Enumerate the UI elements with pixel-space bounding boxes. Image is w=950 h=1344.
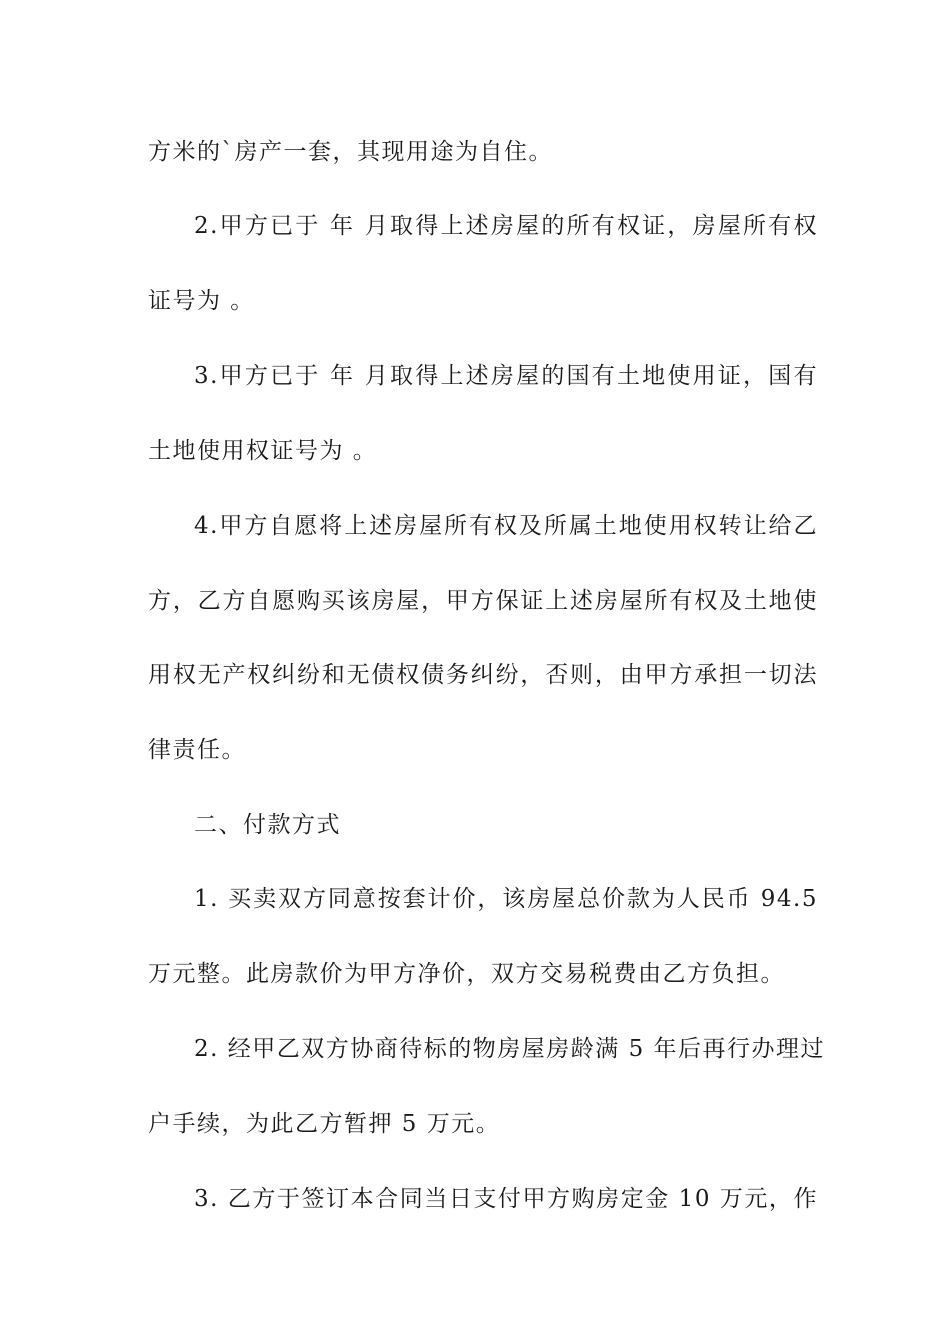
text-line: 户手续，为此乙方暂押 5 万元。 (148, 1111, 501, 1137)
text-line: 2. 经甲乙双方协商待标的物房屋房龄满 5 年后再行办理过 (194, 1036, 826, 1062)
text-line: 用权无产权纠纷和无债权债务纠纷，否则，由甲方承担一切法 (148, 662, 818, 688)
text-line: 律责任。 (148, 737, 246, 763)
text-line: 2.甲方已于 年 月取得上述房屋的所有权证，房屋所有权 (194, 213, 818, 239)
text-line: 方米的`房产一套，其现用途为自住。 (148, 139, 553, 165)
text-line: 万元整。此房款价为甲方净价，双方交易税费由乙方负担。 (148, 961, 785, 987)
text-line: 3.甲方已于 年 月取得上述房屋的国有土地使用证，国有 (194, 363, 818, 389)
text-line: 证号为 。 (148, 288, 255, 314)
text-line: 方，乙方自愿购买该房屋，甲方保证上述房屋所有权及土地使 (148, 588, 818, 614)
text-line: 3. 乙方于签订本合同当日支付甲方购房定金 10 万元，作 (194, 1186, 818, 1212)
text-line: 1. 买卖双方同意按套计价，该房屋总价款为人民币 94.5 (194, 886, 818, 912)
text-line: 4.甲方自愿将上述房屋所有权及所属土地使用权转让给乙 (194, 513, 818, 539)
text-line: 土地使用权证号为 。 (148, 438, 378, 464)
section-heading: 二、付款方式 (194, 812, 341, 838)
